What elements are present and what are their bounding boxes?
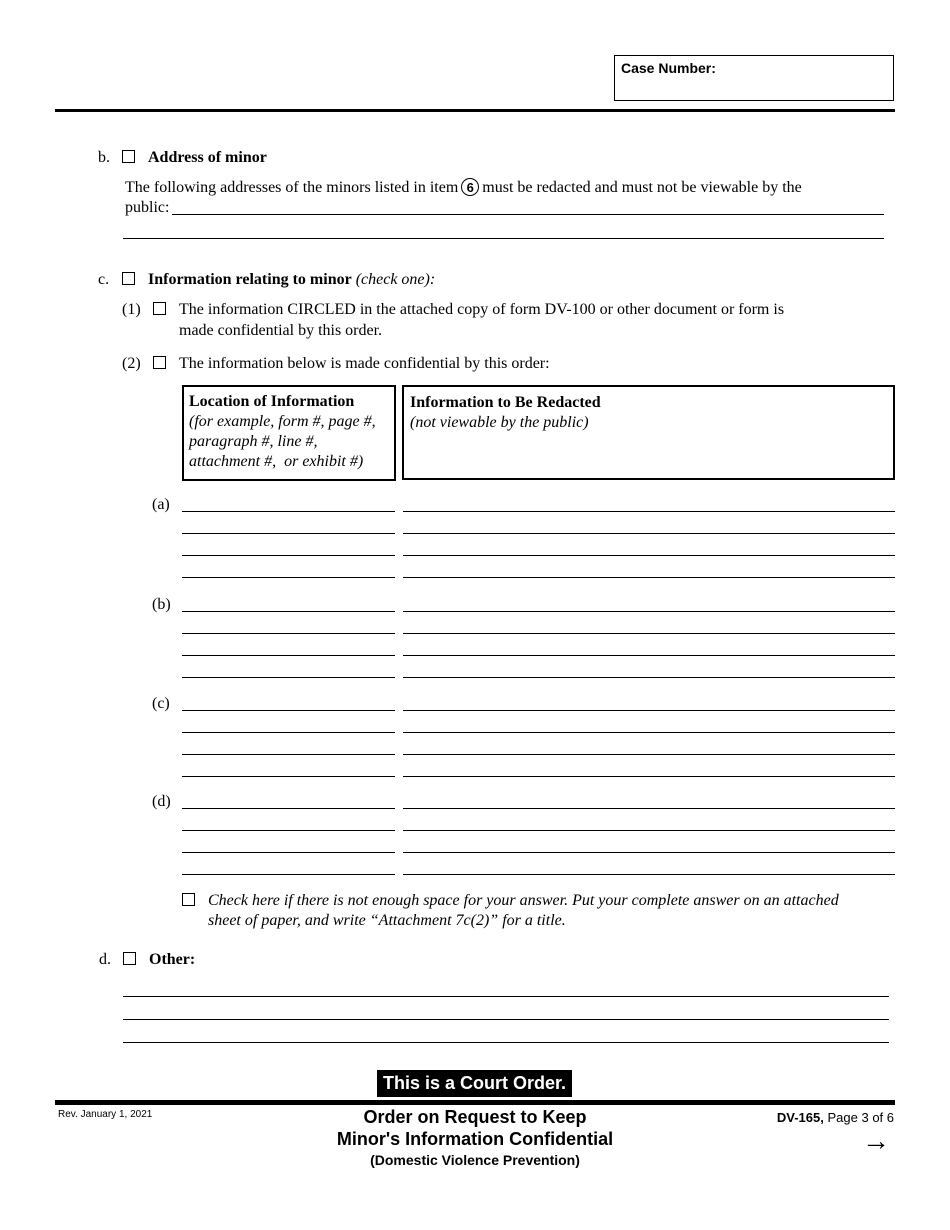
option-2-number: (2) <box>122 355 141 372</box>
other-input-line[interactable] <box>123 1042 889 1043</box>
row-d-info-line[interactable] <box>403 830 895 831</box>
form-title <box>275 1106 675 1170</box>
row-c-location-line[interactable] <box>182 710 395 711</box>
redacted-header-title: Information to Be Redacted <box>410 394 601 411</box>
section-b-title: Address of minor <box>148 149 267 166</box>
form-id: DV-165, <box>776 1110 824 1125</box>
item-ref-badge <box>461 178 479 196</box>
row-d-info-line[interactable] <box>403 852 895 853</box>
section-b-letter: b. <box>98 149 110 166</box>
row-b-info-line[interactable] <box>403 611 895 612</box>
next-page-arrow-icon[interactable]: → <box>862 1125 890 1156</box>
row-c-info-line[interactable] <box>403 732 895 733</box>
section-c-title: Information relating to minor <box>148 271 352 288</box>
location-header-note-2: paragraph #, line #, <box>189 433 318 450</box>
row-a-location-line[interactable] <box>182 577 395 578</box>
footer-rule <box>55 1100 895 1105</box>
row-c-info-line[interactable] <box>403 754 895 755</box>
location-header-box <box>182 385 396 481</box>
row-a-location-line[interactable] <box>182 533 395 534</box>
section-b-text-after: must be redacted and must not be viewable by the <box>482 179 802 196</box>
section-d-letter: d. <box>99 951 111 968</box>
row-a-info-line[interactable] <box>403 577 895 578</box>
row-a-info-line[interactable] <box>403 511 895 512</box>
option-1-number: (1) <box>122 301 141 318</box>
row-b-info-line[interactable] <box>403 655 895 656</box>
revision-date: Rev. January 1, 2021 <box>58 1109 153 1120</box>
row-c-location-line[interactable] <box>182 754 395 755</box>
row-b-info-line[interactable] <box>403 633 895 634</box>
option-1-checkbox[interactable] <box>153 302 166 315</box>
row-a-location-line[interactable] <box>182 511 395 512</box>
attachment-text-line1: Check here if there is not enough space for your answer. Put your complete answer on an attached <box>208 892 839 909</box>
section-d-title: Other: <box>149 951 196 968</box>
location-header-title: Location of Information <box>189 393 355 410</box>
address-input-line-2[interactable] <box>123 238 884 239</box>
location-header-note-1: (for example, form #, page #, <box>189 413 376 430</box>
section-b-text <box>125 178 802 198</box>
row-d-location-line[interactable] <box>182 874 395 875</box>
row-c-info-line[interactable] <box>403 776 895 777</box>
row-b-label: (b) <box>152 596 171 613</box>
other-input-line[interactable] <box>123 1019 889 1020</box>
page-indicator <box>700 1110 894 1126</box>
location-header-note-3: attachment #, or exhibit #) <box>189 453 364 470</box>
option-1-text-line2: made confidential by this order. <box>179 322 383 339</box>
option-2-text: The information below is made confidential by this order: <box>179 355 550 372</box>
form-title-line1: Order on Request to Keep <box>363 1107 587 1127</box>
section-c-letter: c. <box>98 271 110 288</box>
row-d-location-line[interactable] <box>182 830 395 831</box>
row-a-location-line[interactable] <box>182 555 395 556</box>
case-number-box[interactable] <box>614 55 894 101</box>
section-c-title-note: (check one): <box>355 271 436 288</box>
case-number-label: Case Number: <box>621 60 716 76</box>
row-b-info-line[interactable] <box>403 677 895 678</box>
row-c-info-line[interactable] <box>403 710 895 711</box>
row-b-location-line[interactable] <box>182 633 395 634</box>
row-b-location-line[interactable] <box>182 611 395 612</box>
form-title-line2: Minor's Information Confidential <box>336 1129 614 1149</box>
court-order-banner <box>377 1070 572 1097</box>
section-b-text-before: The following addresses of the minors listed in item <box>125 179 459 196</box>
row-a-info-line[interactable] <box>403 533 895 534</box>
row-a-label: (a) <box>152 496 170 513</box>
other-input-line[interactable] <box>123 996 889 997</box>
section-c-checkbox[interactable] <box>122 272 135 285</box>
section-b-text-line2: public: <box>125 199 170 216</box>
row-d-location-line[interactable] <box>182 808 395 809</box>
attachment-checkbox[interactable] <box>182 893 195 906</box>
attachment-text-line2: sheet of paper, and write “Attachment 7c(2)” for a title. <box>208 912 566 929</box>
row-d-label: (d) <box>152 793 171 810</box>
section-b-checkbox[interactable] <box>122 150 135 163</box>
option-1-text-line1: The information CIRCLED in the attached copy of form DV-100 or other document or form is <box>179 301 785 318</box>
row-d-info-line[interactable] <box>403 808 895 809</box>
page-info: Page 3 of 6 <box>827 1110 894 1125</box>
row-c-location-line[interactable] <box>182 776 395 777</box>
header-rule <box>55 109 895 112</box>
redacted-header-box <box>402 385 895 480</box>
option-2-checkbox[interactable] <box>153 356 166 369</box>
row-c-location-line[interactable] <box>182 732 395 733</box>
row-c-label: (c) <box>152 695 170 712</box>
row-b-location-line[interactable] <box>182 677 395 678</box>
court-order-banner-text: This is a Court Order. <box>382 1073 567 1093</box>
section-c-heading <box>148 270 435 290</box>
row-a-info-line[interactable] <box>403 555 895 556</box>
row-b-location-line[interactable] <box>182 655 395 656</box>
section-d-checkbox[interactable] <box>123 952 136 965</box>
redacted-header-note: (not viewable by the public) <box>410 414 589 431</box>
row-d-location-line[interactable] <box>182 852 395 853</box>
item-ref-number: 6 <box>466 180 474 195</box>
address-input-line-1[interactable] <box>172 214 884 215</box>
row-d-info-line[interactable] <box>403 874 895 875</box>
form-title-line3: (Domestic Violence Prevention) <box>370 1152 580 1168</box>
